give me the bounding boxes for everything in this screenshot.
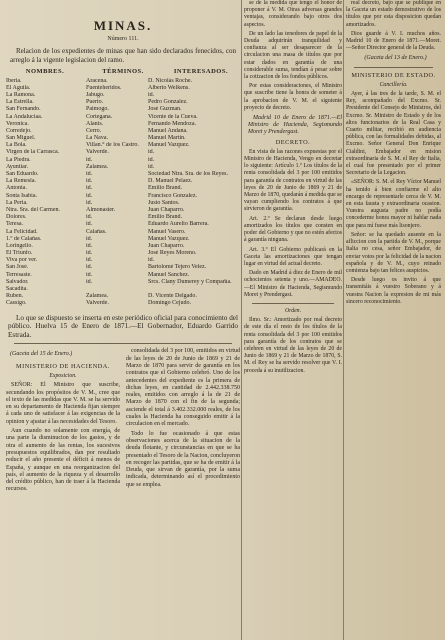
body-paragraph: Dado en Madrid á diez de Enero de mil ochocientos setenta y uno.—AMADEO.—El Ministro de Hacienda, Segismundo Moret y Prendergast. [244, 270, 342, 298]
table-row [6, 264, 240, 271]
orden-heading: Orden. [284, 307, 302, 314]
intro-paragraph: Relacion de los expedientes de minas que han sido declarados fenecidos, con arreglo á la vigente legislacion del ramo. [10, 47, 236, 64]
cell-nombre: La Felicidad. [6, 228, 38, 235]
body-paragraph: Ilmo. Sr.: Amortizado por real decreto de este día el resto de los títulos de la renta consolidada del 3 por 100 emitidos para garantía de los contratos que se celebren en virtud de las leyes de 20 de Junio de 1869 y 21 de Marzo de 1870, S. M. el Rey se ha servido resolver que V. I. proceda á su inutilizacion. [244, 317, 342, 374]
body-paragraph: «SEÑOR: S. M. el Rey Víctor Manuel ha tenido á bien confiarme el alto encargo de representarle cerca de V. M. en esta fausta y extraordinaria ocasion. Vuestra augusta padre no podía concederme honra mayor ni hablar nada que para mí fuese más lisonjero. [346, 179, 441, 229]
divider [354, 67, 433, 68]
cell-termino: Calañas. [86, 228, 107, 235]
table-row [6, 229, 240, 236]
cell-nombre: San Eduardo. [6, 171, 39, 178]
cell-nombre: Veronica. [6, 120, 29, 127]
table-header [6, 68, 240, 75]
exposicion-heading: Exposicion. [49, 372, 77, 379]
body-paragraph: Art. 2.º Se declaran desde luego amortizados los títulos que consten en poder del Gobierno y que no estén afectos á garantía ninguna. [244, 215, 342, 244]
cell-interesado: Emilio Brand. [148, 214, 182, 221]
table-row [6, 178, 240, 185]
cell-termino: Almonaster. [86, 206, 116, 213]
table-row [6, 200, 240, 207]
cell-interesado: id. [148, 156, 155, 163]
cell-interesado: Manuel Vazquez. [148, 235, 190, 242]
closing-notice: Lo que se dispuesto se inserta en este periódico oficial para conocimiento del público. Huelva 15 de Enero de 1871.—El Gobernador, Eduardo Garrido Estrada. [8, 313, 238, 339]
cell-nombre: San Miguel. [6, 135, 36, 142]
cell-nombre: La Andaluciaa. [6, 113, 43, 120]
cell-interesado: José Guzman. [148, 106, 182, 113]
table-row [6, 286, 240, 293]
right-subcolumn [126, 348, 240, 495]
table-row [6, 92, 240, 99]
cell-nombre: La Remesla. [6, 178, 36, 185]
cell-interesado: Justo Santos. [148, 199, 180, 206]
cell-interesado: D. Manuel Pelaez. [148, 178, 193, 185]
table-row [6, 121, 240, 128]
cell-interesado: Emilio Brand. [148, 185, 182, 192]
table-row [6, 142, 240, 149]
body-paragraph: Desde luego os invito á que transmitáis á vuestro Soberano y á vuestra Nacion la expresion de mi más sincero reconocimiento. [346, 277, 441, 305]
divider [252, 303, 334, 304]
cell-termino [86, 286, 148, 293]
body-paragraph: Señor: se ha quedado ausente en la afliccion con la partida de V. M., porque Italia no cesa, señor Embajador, de enviar votos por la felicidad de la nacion española y de V. M., cuyo reinado comienza bajo tan felices auspicios. [346, 231, 441, 274]
table-row [6, 128, 240, 135]
table-row [6, 157, 240, 164]
table-row [6, 106, 240, 113]
right-column [346, 0, 441, 636]
cell-nombre: Viva por ver. [6, 257, 38, 264]
cell-nombre: Virgen de la Carrasca. [6, 149, 60, 156]
table-row [6, 293, 240, 300]
cell-nombre: Ayuntiar. [6, 163, 28, 170]
cell-interesado: Manuel Sanchez. [148, 271, 190, 278]
cell-interesado: id. [148, 163, 155, 170]
cell-interesado: id. [148, 91, 155, 98]
cancilleria-heading: Cancillería. [379, 81, 408, 88]
cell-interesado: Manuel Andana. [148, 127, 188, 134]
gaceta-date: (Gaceta del 15 de Enero.) [10, 351, 73, 358]
cell-termino: Jabugo. [86, 91, 105, 98]
table-row [6, 114, 240, 121]
cell-nombre: Cassigo. [6, 300, 27, 307]
table-row [6, 214, 240, 221]
cell-nombre: La Ramona. [6, 91, 36, 98]
table-row [6, 185, 240, 192]
cell-termino: id. [86, 235, 93, 242]
body-paragraph: consolidada del 3 por 100, emitidos en virtud de las leyes de 20 de Junio de 1869 y 21 de Marzo de 1870 para servir de garantía en los contratos que el Gobierno celebró. Uno de los antecedentes del expediente es la primera de dichas leyes, en cantidad de 2.442.338.750 reales, emitidos con arreglo á la de 21 de Marzo de 1870 con el fin de la segunda; asciende el total á 3.402.332.000 reales, de los cuales la Hacienda ha conseguido emitir á la circulacion en el mercado. [126, 348, 240, 428]
table-row [6, 272, 240, 279]
cell-interesado: Francisco Gonzalez. [148, 192, 197, 199]
body-paragraph: Ayer, á las tres de la tarde, S. M. el Rey, acompañado del Excmo. Sr. Presidente del Consejo de Ministros, del Excmo. Sr. Ministro de Estado y de los altos funcionarios de la Real Casa y Cuarto militar, recibió en audiencia pública, con las formalidades debidas, al Excmo. Señor General Don Enrique Cialdini, Embajador en mision extraordinaria de S. M. el Rey de Italia, el cual fue presentado por el primer Secretario de la Legacion. [346, 91, 441, 177]
cell-nombre: Antonia. [6, 185, 27, 192]
cell-termino: id. [86, 271, 93, 278]
cell-termino: id. [86, 264, 93, 271]
cell-interesado: Manuel Vazquez. [148, 142, 190, 149]
cell-termino: id. [86, 156, 93, 163]
ministry-heading: MINISTERIO DE ESTADO. [351, 71, 436, 79]
table-row [6, 85, 240, 92]
table-row [6, 135, 240, 142]
cell-termino: Zalamea. [86, 163, 109, 170]
body-paragraph: se de la medida que tengo el honor de proponer á V. M. Otras adversas grandes ventajas, considerando bajo otros dos aspectos. [244, 0, 342, 28]
cell-interesado: Eduardo Aurelio Barrera. [148, 221, 209, 228]
table-row [6, 257, 240, 264]
cell-nombre: Teresa. [6, 221, 24, 228]
cell-nombre: Sacadita. [6, 286, 28, 293]
table-row [6, 300, 240, 307]
cell-interesado: id. [148, 257, 155, 264]
cell-termino: id. [86, 185, 93, 192]
body-paragraph: real decreto, bajo que se publique en la Gaceta un estado demostrativo de los títulos que por esta disposicion quedan amortizados. [346, 0, 441, 28]
cell-interesado: Srcs. Clany Dumerey y Compañía. [148, 278, 232, 285]
cell-interesado: Sociedad Ntra. Sra. de los Reyes. [148, 171, 228, 178]
cell-termino: id. [86, 242, 93, 249]
cell-termino: id. [86, 257, 93, 264]
cell-termino: Paimogo. [86, 106, 109, 113]
cell-interesado: Alberto Welkens. [148, 84, 190, 91]
cell-nombre: Salvador. [6, 278, 29, 285]
table-row [6, 221, 240, 228]
cell-interesado: D. Vicente Delgado. [148, 293, 197, 300]
cell-interesado: Vicente de la Cueva. [148, 113, 198, 120]
table-row [6, 279, 240, 286]
cell-termino: Valverde. [86, 300, 109, 307]
cell-termino: id. [86, 250, 93, 257]
cell-nombre: 1.º de Calañas. [6, 235, 42, 242]
table-row [6, 149, 240, 156]
cell-termino: id. [86, 221, 93, 228]
body-paragraph: Dios guarde á V. I. muchos años. Madrid 10 de Enero de 1871.—Moret.—Señor Director general de la Deuda. [346, 30, 441, 52]
cell-nombre: La Bola. [6, 142, 27, 149]
body-paragraph: En vista de las razones expuestas por el Ministro de Hacienda, Vengo en decretar lo siguiente: Artículo 1.º Los títulos de la renta consolidada del 3 por 100 emitidos para garantía de contratos en virtud de las leyes de 20 de Junio de 1869 y 21 de Marzo de 1870, quedarán á medida que se vayan cumpliendo los contratos á que sirvieron de garantía. [244, 148, 342, 213]
cell-nombre: Sonta Isabia. [6, 192, 37, 199]
cell-termino: La Nava. [86, 135, 108, 142]
table-row [6, 164, 240, 171]
cell-nombre: San Fernando. [6, 106, 41, 113]
cell-termino: id. [86, 178, 93, 185]
cell-interesado: D. Nicolás Roche. [148, 77, 192, 84]
cell-nombre: Ntra. Sra. del Carmen. [6, 206, 60, 213]
cell-interesado: Juan Chaparro. [148, 242, 185, 249]
table-row [6, 193, 240, 200]
decreto-heading: DECRETO. [275, 138, 311, 146]
header-interesados: INTERESADOS. [173, 68, 229, 76]
cell-termino: id. [86, 214, 93, 221]
cell-nombre: La Peria. [6, 199, 28, 206]
section-title: MINAS. [93, 18, 153, 33]
cell-termino: Fuenteheridos. [86, 84, 122, 91]
cell-interesado: id. [148, 149, 155, 156]
cell-interesado: Fernando Mendoza. [148, 120, 196, 127]
table-row [6, 250, 240, 257]
table-row [6, 171, 240, 178]
table-row [6, 207, 240, 214]
cell-interesado: Pedro Gonzalez. [148, 99, 188, 106]
cell-interesado [148, 286, 240, 293]
cell-termino: Alanis. [86, 120, 104, 127]
cell-termino: Aracena. [86, 77, 108, 84]
gaceta-date: (Gaceta del 13 de Enero.) [364, 55, 427, 62]
cell-nombre: La Piedra. [6, 156, 31, 163]
body-paragraph: De un lado las tenedores de papel de la Deuda adquirirán tranquilidad y confianza al ser desaparecer de la circulacion una masa de títulos que por estar dados en garantía de una considerable suma, tendían á pesar sobre la cotizacion de los fondos públicos. [244, 30, 342, 81]
cell-termino: Valverde. [86, 149, 109, 156]
mines-table [6, 78, 240, 308]
header-nombres: NOMBRES. [25, 68, 65, 76]
cell-nombre: El Triunfo. [6, 250, 33, 257]
body-paragraph: Todo lo fue ocasionado á que estas observaciones acerca de la situacion de la deuda flotante, y circunstancias en que se ha presentado el Tesoro de la Nacion, concluyeron en recoger las partidas, que se ha de emitir á la Deuda, que sirvan de garantía, por la suma indicada, determinando así el procedimiento que se emplea. [126, 430, 240, 488]
table-row [6, 243, 240, 250]
signature-date: Madrid 10 de Enero de 1871.—El Ministro de Hacienda, Segismundo Moret y Prendergast. [248, 115, 342, 136]
table-row [6, 99, 240, 106]
cell-termino: Zalamea. [86, 293, 109, 300]
cell-nombre: Dolores. [6, 214, 27, 221]
left-subcolumn [6, 348, 120, 495]
cell-termino: id. [86, 199, 93, 206]
table-row [6, 78, 240, 85]
middle-column [244, 0, 342, 636]
cell-termino: Cerro. [86, 127, 102, 134]
cell-termino: Cortegana. [86, 113, 113, 120]
ministry-heading: MINISTERIO DE HACIENDA. [16, 362, 110, 370]
cell-interesado: Juan Chaparro. [148, 206, 185, 213]
cell-termino: id. [86, 171, 93, 178]
table-row [6, 236, 240, 243]
cell-termino: Puerto. [86, 99, 104, 106]
cell-termino: id. [86, 192, 93, 199]
body-paragraph: Art. 3.º El Gobierno publicará en la Gaceta las amortizaciones que tengan lugar en virtud del actual decreto. [244, 246, 342, 267]
left-column [6, 18, 240, 636]
cell-interesado: Domingo Cejudo. [148, 300, 191, 307]
cell-nombre: Corredejo. [6, 127, 32, 134]
divider [14, 343, 232, 344]
left-bottom-columns [6, 348, 240, 495]
cell-nombre: Loringelio. [6, 242, 33, 249]
issue-number: Número 111. [107, 36, 139, 42]
body-paragraph: Aun cuando no solamente con energía, de una parte la disminucion de los gastos, y de otra el aumento de las rentas, los sucesivos presupuestos equilibrados, dan por resultado reducir el año presente el déficit á menos de España, y aunque en una reorganizacion del país, el aumento de la riqueza y el desarrollo del crédito público, han de traer á la Hacienda recursos. [6, 428, 120, 493]
cell-nombre: La Estrella. [6, 99, 34, 106]
column-divider [343, 0, 344, 640]
cell-nombre: Ruben. [6, 293, 24, 300]
cell-nombre: El Aguila. [6, 84, 31, 91]
cell-nombre: Iberia. [6, 77, 22, 84]
column-divider [241, 0, 242, 640]
header-terminos: TÉRMINOS. [102, 68, 144, 76]
cell-nombre: San José. [6, 264, 29, 271]
cell-termino: Villan.° de los Castro. [86, 142, 139, 149]
cell-nombre: Terresaste. [6, 271, 32, 278]
cell-interesado: José Reyes Moreno. [148, 250, 197, 257]
cell-termino: id. [86, 278, 93, 285]
body-paragraph: SEÑOR: El Ministro que suscribe, secundando los propósitos de V. M., cree que el texto de las medidas que V. M. se ha servido en su departamento de Hacienda fijan siempre á cada uno de satisfacer á las exigencias de la opinion y ajustar á las necesidades del Tesoro. [6, 382, 120, 425]
cell-interesado: Manuel Vasero. [148, 228, 186, 235]
body-paragraph: Por estas consideraciones, el Ministro que suscribe tiene la honra de someter á la aprobacion de V. M. el siguiente proyecto de decreto. [244, 83, 342, 111]
cell-interesado: Bartolomé Tejero Velez. [148, 264, 207, 271]
cell-interesado: Manuel Martin. [148, 135, 186, 142]
